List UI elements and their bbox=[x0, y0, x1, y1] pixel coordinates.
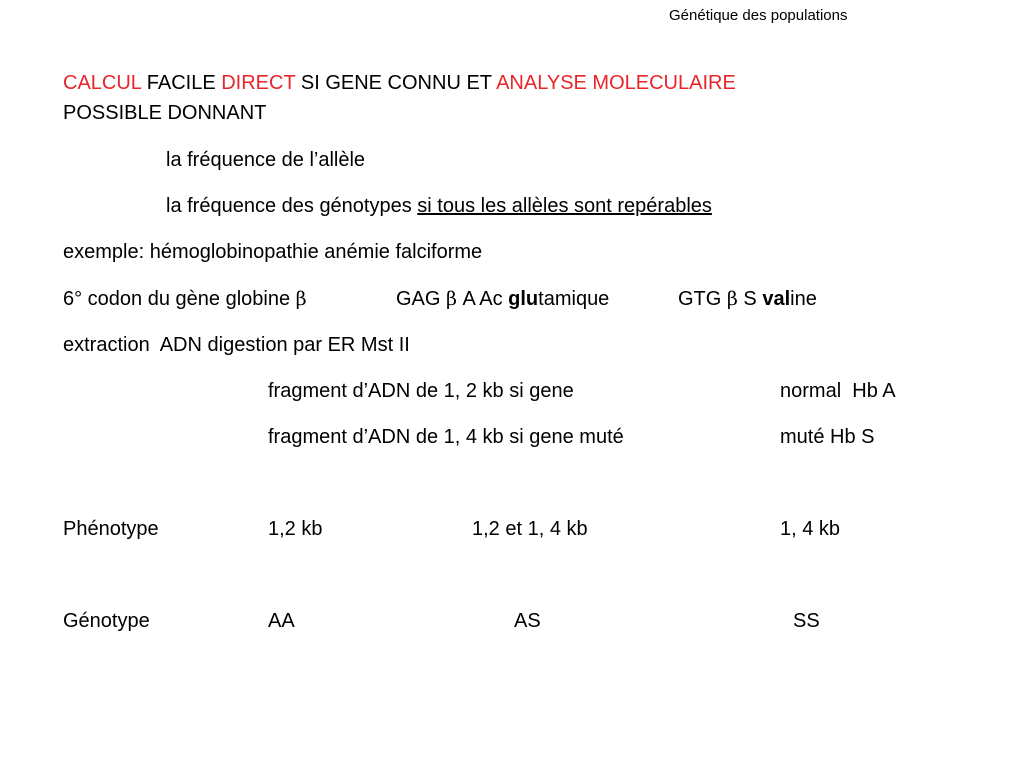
phenotype-value-ss: 1, 4 kb bbox=[780, 518, 841, 540]
keyword-analyse-moleculaire: ANALYSE MOLECULAIRE bbox=[496, 72, 736, 94]
phenotype-value-aa: 1,2 kb bbox=[268, 518, 323, 540]
example-line: exemple: hémoglobinopathie anémie falciforme bbox=[63, 241, 483, 263]
phenotype-value-as: 1,2 et 1, 4 kb bbox=[472, 518, 588, 540]
text-facile: FACILE bbox=[141, 72, 222, 94]
codon-gtg-group bbox=[678, 287, 817, 311]
phenotype-label: Phénotype bbox=[63, 518, 159, 540]
genotype-label: Génotype bbox=[63, 610, 150, 632]
item-allele-frequency: la fréquence de l’allèle bbox=[166, 149, 366, 171]
genotype-value-ss: SS bbox=[793, 610, 820, 632]
page-header-title: Génétique des populations bbox=[669, 7, 848, 24]
codon-text-ine: ine bbox=[790, 288, 817, 310]
fragment-normal-status: normal Hb A bbox=[780, 380, 896, 402]
fragment-mutant-status: muté Hb S bbox=[780, 426, 875, 448]
fragment-normal-label: fragment d’ADN de 1, 2 kb si gene bbox=[268, 380, 574, 402]
beta-symbol-2: β bbox=[446, 288, 457, 310]
codon-text-gag: GAG bbox=[396, 288, 447, 310]
codon-glu-bold: glu bbox=[508, 288, 539, 310]
intro-line-2: POSSIBLE DONNANT bbox=[63, 102, 267, 124]
fragment-mutant-label: fragment d’ADN de 1, 4 kb si gene muté bbox=[268, 426, 624, 448]
beta-symbol-3: β bbox=[726, 288, 738, 310]
codon-text-s: S bbox=[737, 288, 763, 310]
item-genotype-frequency-text: la fréquence des génotypes bbox=[166, 195, 418, 217]
extraction-line: extraction ADN digestion par ER Mst II bbox=[63, 334, 410, 356]
beta-symbol-1: β bbox=[295, 288, 307, 310]
item-genotype-frequency bbox=[166, 194, 712, 218]
codon-gag-group bbox=[396, 287, 609, 311]
keyword-direct: DIRECT bbox=[221, 72, 296, 94]
item-genotype-frequency-condition: si tous les allèles sont repérables bbox=[417, 195, 712, 217]
codon-text-gtg: GTG bbox=[678, 288, 727, 310]
codon-text-tamique: tamique bbox=[538, 288, 610, 310]
codon-text-aac: A Ac bbox=[457, 288, 509, 310]
codon-val-bold: val bbox=[762, 288, 791, 310]
keyword-calcul: CALCUL bbox=[63, 72, 142, 94]
genotype-value-as: AS bbox=[514, 610, 541, 632]
text-si-gene-connu: SI GENE CONNU ET bbox=[295, 72, 497, 94]
intro-line-1 bbox=[63, 71, 736, 95]
genotype-value-aa: AA bbox=[268, 610, 295, 632]
codon-text-1: 6° codon du gène globine bbox=[63, 288, 296, 310]
codon-line bbox=[63, 287, 307, 311]
